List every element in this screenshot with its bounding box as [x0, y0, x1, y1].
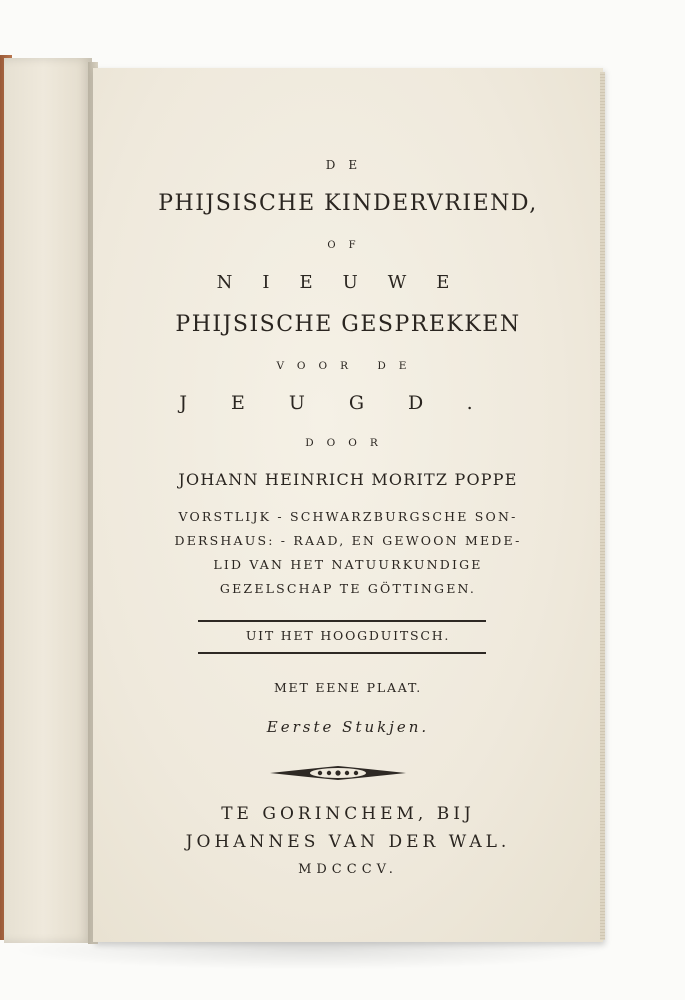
rule-bottom [198, 652, 486, 654]
author-affiliation-line-3: LID VAN HET NATUURKUNDIGE [213, 557, 483, 572]
title-line-de: DE [325, 158, 371, 172]
author-name: JOHANN HEINRICH MORITZ POPPE [178, 470, 518, 489]
imprint-publisher: JOHANNES VAN DER WAL. [185, 832, 511, 852]
author-affiliation-line-2: DERSHAUS: - RAAD, EN GEWOON MEDE- [174, 533, 522, 548]
author-affiliation-line-4: GEZELSCHAP TE GÖTTINGEN. [219, 581, 477, 596]
title-line-2: PHIJSISCHE GESPREKKEN [175, 312, 521, 337]
plate-note: MET EENE PLAAT. [273, 680, 423, 695]
title-line-of: OF [327, 240, 369, 251]
imprint-place: TE GORINCHEM, BIJ [221, 804, 475, 824]
title-line-1: PHIJSISCHE KINDERVRIEND, [158, 191, 538, 216]
title-line-jeugd: JEUGD. [179, 392, 517, 414]
title-line-nieuwe: NIEUWE [216, 272, 480, 293]
printer-ornament [268, 763, 408, 783]
imprint-year: MDCCCV. [298, 862, 398, 877]
translation-note: UIT HET HOOGDUITSCH. [245, 628, 451, 643]
left-page [4, 58, 92, 943]
title-line-voor-de: VOOR DE [276, 360, 420, 372]
author-affiliation-line-1: VORSTLIJK - SCHWARZBURGSCHE SON- [178, 509, 518, 524]
rule-top [198, 620, 486, 622]
title-line-door: DOOR [305, 437, 391, 449]
volume-note: Eerste Stukjen. [266, 718, 430, 736]
